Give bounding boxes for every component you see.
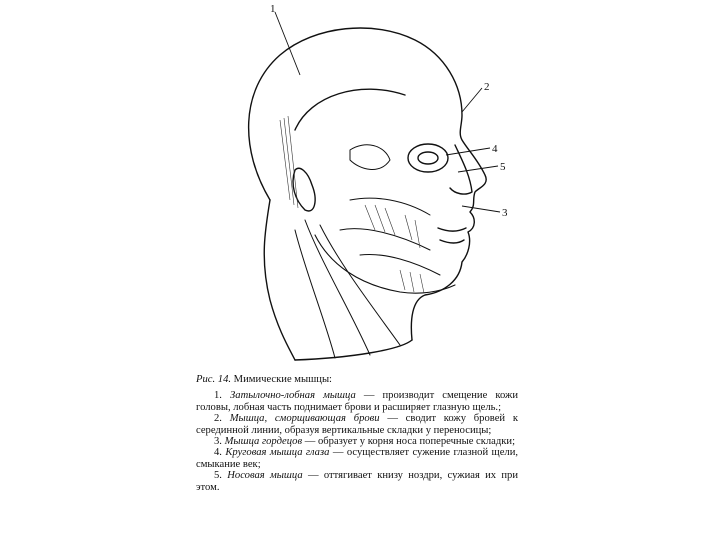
muscle-name: Круговая мышца глаза	[225, 447, 330, 459]
leader-line-2	[462, 88, 482, 112]
figure-caption	[196, 374, 518, 493]
caption-item-5	[196, 470, 518, 493]
neck-front	[295, 340, 412, 360]
item-number: 1.	[214, 390, 222, 402]
muscle-name: Носовая мышца	[227, 470, 303, 482]
head-outline	[249, 28, 487, 340]
orbicularis-oculi	[408, 144, 448, 172]
caption-item-3	[196, 436, 518, 447]
figure-label-2: 2	[484, 81, 490, 93]
figure-label-3: 3	[502, 207, 508, 219]
item-number: 2.	[214, 413, 222, 425]
figure-label-4: 4	[492, 143, 498, 155]
muscle-description: — образует у корня носа поперечные складки;	[304, 436, 516, 448]
muscle-name: Мышца, сморщивающая брови	[229, 413, 380, 425]
ear-shape	[293, 168, 315, 211]
muscle-name: Затылочно-лобная мышца	[230, 390, 356, 402]
head-muscles-illustration	[200, 0, 530, 370]
caption-item-4	[196, 447, 518, 470]
muscle-description: — оттягивает книзу ноздри, сужиая их при этом.	[196, 470, 519, 493]
caption-item-2	[196, 413, 518, 436]
figure-label-1: 1	[270, 3, 276, 15]
muscle-description: — производит смещение кожи головы, лобная часть поднимает брови и расширяет глазную щель.;	[196, 390, 518, 413]
figure-number: Рис. 14.	[196, 374, 232, 385]
caption-title	[196, 374, 518, 385]
item-number: 3.	[214, 436, 222, 448]
caption-item-1	[196, 390, 518, 413]
figure-label-5: 5	[500, 161, 506, 173]
neck-outline	[264, 200, 295, 360]
muscle-name: Мышца гордецов	[224, 436, 303, 448]
muscle-description: — сводит кожу бровей к серединной линии, образуя вертикальные складки у переносицы;	[196, 413, 518, 436]
item-number: 5.	[214, 470, 222, 482]
item-number: 4.	[214, 447, 222, 459]
caption-heading: Мимические мышцы:	[233, 374, 333, 385]
leader-line-5	[458, 166, 498, 172]
leader-line-3	[462, 206, 500, 212]
muscle-description: — осуществляет сужение глазной щели, смыкание век;	[196, 447, 519, 470]
